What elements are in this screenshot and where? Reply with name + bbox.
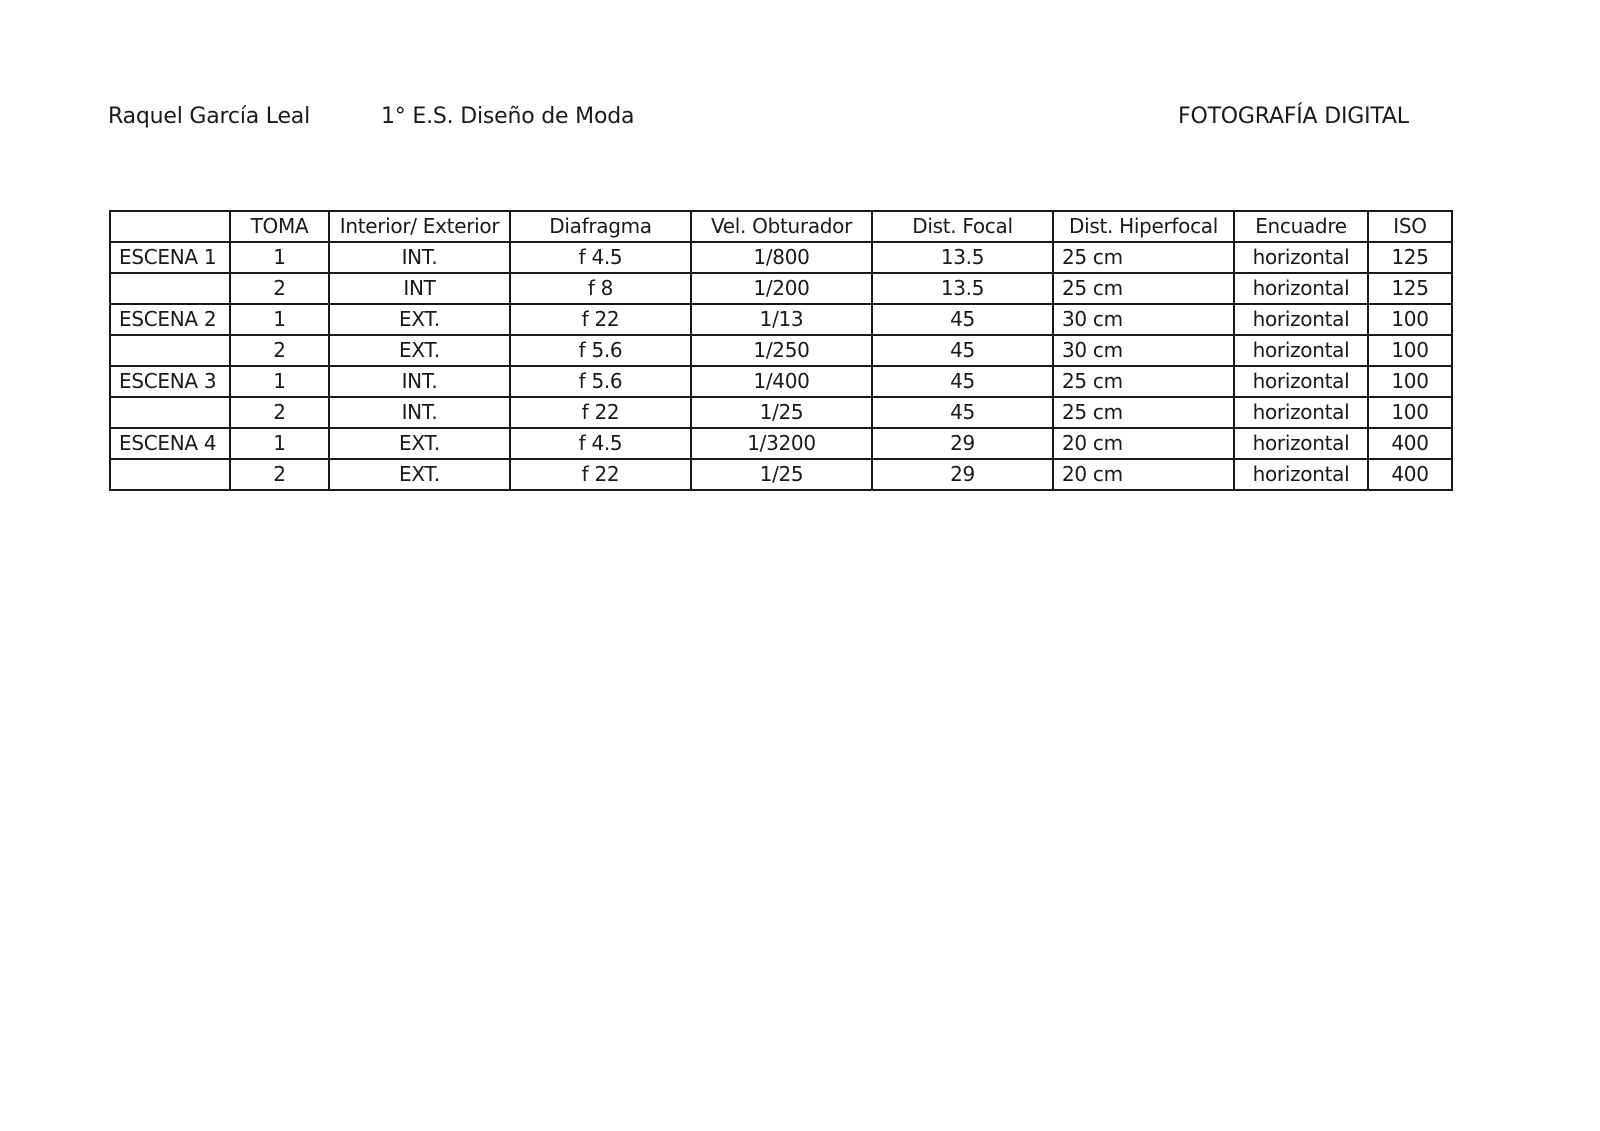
cell-iso: 125 [1368,273,1452,304]
cell-encuadre: horizontal [1234,397,1368,428]
header-iso: ISO [1368,211,1452,242]
cell-dist-focal: 45 [872,366,1053,397]
cell-encuadre: horizontal [1234,273,1368,304]
header-dist-hiperfocal: Dist. Hiperfocal [1053,211,1234,242]
cell-escena: ESCENA 1 [110,242,230,273]
cell-dist-hiperfocal: 25 cm [1053,366,1234,397]
cell-diafragma: f 22 [510,459,691,490]
table-row [110,428,1452,459]
cell-toma: 1 [230,242,329,273]
cell-dist-focal: 45 [872,335,1053,366]
cell-escena [110,273,230,304]
cell-interior-exterior: INT. [329,397,510,428]
cell-encuadre: horizontal [1234,242,1368,273]
cell-toma: 2 [230,459,329,490]
cell-diafragma: f 4.5 [510,428,691,459]
cell-vel-obturador: 1/3200 [691,428,872,459]
cell-diafragma: f 5.6 [510,335,691,366]
cell-diafragma: f 22 [510,304,691,335]
course-name: 1° E.S. Diseño de Moda [381,104,635,129]
cell-interior-exterior: INT. [329,242,510,273]
cell-toma: 2 [230,335,329,366]
header-escena [110,211,230,242]
cell-toma: 2 [230,397,329,428]
subject-title: FOTOGRAFÍA DIGITAL [1178,104,1409,129]
cell-encuadre: horizontal [1234,366,1368,397]
cell-iso: 100 [1368,397,1452,428]
cell-dist-hiperfocal: 20 cm [1053,428,1234,459]
cell-diafragma: f 4.5 [510,242,691,273]
cell-iso: 125 [1368,242,1452,273]
cell-toma: 1 [230,366,329,397]
cell-escena: ESCENA 3 [110,366,230,397]
cell-encuadre: horizontal [1234,335,1368,366]
cell-vel-obturador: 1/13 [691,304,872,335]
table-header-row [110,211,1452,242]
cell-toma: 1 [230,304,329,335]
cell-interior-exterior: INT [329,273,510,304]
table-row [110,242,1452,273]
cell-dist-focal: 45 [872,304,1053,335]
table-row [110,459,1452,490]
cell-vel-obturador: 1/250 [691,335,872,366]
cell-interior-exterior: INT. [329,366,510,397]
cell-toma: 2 [230,273,329,304]
cell-escena: ESCENA 2 [110,304,230,335]
cell-encuadre: horizontal [1234,428,1368,459]
table-row [110,335,1452,366]
cell-dist-hiperfocal: 25 cm [1053,242,1234,273]
cell-dist-hiperfocal: 20 cm [1053,459,1234,490]
cell-vel-obturador: 1/800 [691,242,872,273]
cell-iso: 400 [1368,459,1452,490]
table-row [110,366,1452,397]
cell-dist-hiperfocal: 25 cm [1053,273,1234,304]
cell-escena [110,397,230,428]
cell-vel-obturador: 1/400 [691,366,872,397]
cell-iso: 400 [1368,428,1452,459]
cell-diafragma: f 22 [510,397,691,428]
cell-dist-hiperfocal: 30 cm [1053,335,1234,366]
cell-diafragma: f 8 [510,273,691,304]
cell-escena [110,335,230,366]
cell-dist-focal: 29 [872,428,1053,459]
cell-diafragma: f 5.6 [510,366,691,397]
cell-iso: 100 [1368,366,1452,397]
cell-dist-focal: 13.5 [872,273,1053,304]
cell-iso: 100 [1368,304,1452,335]
header-interior-exterior: Interior/ Exterior [329,211,510,242]
shot-settings-table [109,210,1453,491]
author-name: Raquel García Leal [108,104,311,129]
cell-interior-exterior: EXT. [329,304,510,335]
header-toma: TOMA [230,211,329,242]
cell-escena [110,459,230,490]
cell-escena: ESCENA 4 [110,428,230,459]
cell-vel-obturador: 1/25 [691,459,872,490]
cell-interior-exterior: EXT. [329,459,510,490]
header-vel-obturador: Vel. Obturador [691,211,872,242]
table-row [110,397,1452,428]
table-row [110,304,1452,335]
cell-dist-hiperfocal: 30 cm [1053,304,1234,335]
cell-encuadre: horizontal [1234,304,1368,335]
cell-vel-obturador: 1/25 [691,397,872,428]
cell-dist-focal: 13.5 [872,242,1053,273]
cell-dist-hiperfocal: 25 cm [1053,397,1234,428]
cell-dist-focal: 45 [872,397,1053,428]
cell-encuadre: horizontal [1234,459,1368,490]
cell-vel-obturador: 1/200 [691,273,872,304]
cell-interior-exterior: EXT. [329,428,510,459]
header-encuadre: Encuadre [1234,211,1368,242]
header-dist-focal: Dist. Focal [872,211,1053,242]
cell-dist-focal: 29 [872,459,1053,490]
cell-iso: 100 [1368,335,1452,366]
cell-interior-exterior: EXT. [329,335,510,366]
table-row [110,273,1452,304]
header-diafragma: Diafragma [510,211,691,242]
cell-toma: 1 [230,428,329,459]
